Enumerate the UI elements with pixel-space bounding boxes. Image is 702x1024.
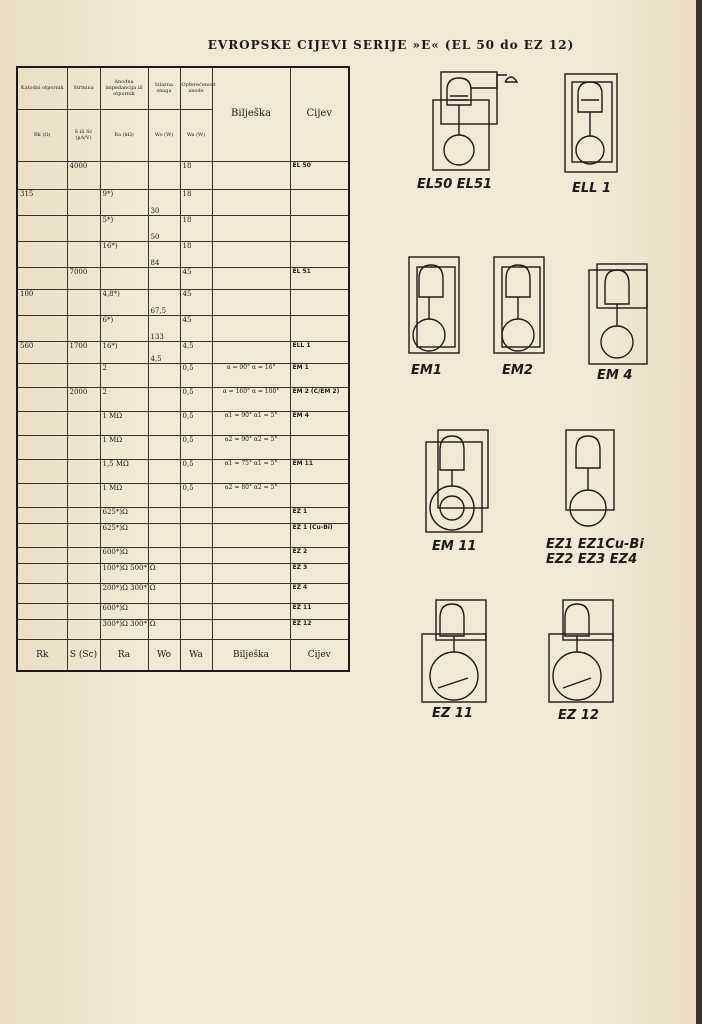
cell-tube: EZ 1 (Cu-Bi) [290,523,349,547]
cell-note [212,189,290,215]
header-izlazna: Izlazna snaga [148,67,180,109]
cell-wa: 0,5 [180,459,212,483]
cell-wo: 30 [148,189,180,215]
diagram-ez1 [562,428,622,533]
header-anodna: Anodna impedancija ili otpornik [100,67,148,109]
cell-s [67,315,100,341]
cell-rk [17,603,67,619]
cell-ra: 200*)Ω 300*)Ω [100,583,148,603]
cell-rk: 100 [17,289,67,315]
cell-rk [17,267,67,289]
cell-tube [290,189,349,215]
cell-rk [17,563,67,583]
cell-ra: 625*)Ω [100,523,148,547]
cell-s [67,435,100,459]
diagram-ez11 [418,598,493,706]
header-opterecenje: Opterećenost anode [180,67,212,109]
diagram-el50-el51 [425,70,525,175]
cell-ra: 4,8*) [100,289,148,315]
diagram-em2 [490,255,550,360]
cell-tube: EZ 2 [290,547,349,563]
cell-rk [17,523,67,547]
cell-ra [100,267,148,289]
unit-wo: Wo (W) [148,109,180,161]
cell-tube: EM 11 [290,459,349,483]
label-ell1: ELL 1 [572,181,612,196]
cell-ra: 5*) [100,215,148,241]
cell-tube: EM 1 [290,363,349,387]
diagram-em1 [405,255,465,360]
footer-wo: Wo [148,639,180,671]
cell-wa [180,603,212,619]
label-ez12: EZ 12 [558,708,599,723]
cell-tube: EL 50 [290,161,349,189]
label-ez1: EZ1 EZ1Cu-Bi [546,537,644,552]
cell-s [67,547,100,563]
cell-tube: EZ 11 [290,603,349,619]
cell-rk [17,215,67,241]
cell-rk [17,459,67,483]
cell-s [67,483,100,507]
cell-note: α1 = 90° α1 = 5° [212,411,290,435]
table-row [17,411,349,435]
cell-rk [17,411,67,435]
cell-note [212,619,290,639]
label-em4: EM 4 [597,368,633,383]
label-em11: EM 11 [432,539,477,554]
cell-tube: ELL 1 [290,341,349,363]
cell-tube: EZ 12 [290,619,349,639]
header-row [17,67,349,109]
table-row [17,387,349,411]
footer-s: S (Sc) [67,639,100,671]
cell-s [67,189,100,215]
cell-tube: EM 2 (C/EM 2) [290,387,349,411]
cell-ra [100,161,148,189]
table-row [17,215,349,241]
table-row [17,483,349,507]
table-row [17,523,349,547]
cell-s [67,583,100,603]
cell-rk [17,547,67,563]
cell-wo [148,387,180,411]
cell-wa [180,507,212,523]
cell-wa: 18 [180,189,212,215]
table-row [17,341,349,363]
cell-wa [180,547,212,563]
label-ez11: EZ 11 [432,706,473,721]
cell-wa: 0,5 [180,363,212,387]
cell-wo [148,267,180,289]
diagram-ez12 [545,598,620,706]
cell-tube: EZ 1 [290,507,349,523]
label-el50-el51: EL50 EL51 [417,177,493,192]
cell-wo: 50 [148,215,180,241]
cell-wa [180,563,212,583]
cell-tube: EM 4 [290,411,349,435]
cell-ra: 600*)Ω [100,603,148,619]
cell-rk: 560 [17,341,67,363]
cell-tube: EL 51 [290,267,349,289]
cell-tube [290,315,349,341]
cell-s [67,363,100,387]
unit-rk: Rk (Ω) [17,109,67,161]
cell-s: 4000 [67,161,100,189]
cell-wo [148,459,180,483]
table-row [17,241,349,267]
table-row [17,459,349,483]
cell-wa: 0,5 [180,411,212,435]
cell-wo [148,411,180,435]
cell-wa [180,619,212,639]
cell-ra: 1 MΩ [100,483,148,507]
cell-ra: 625*)Ω [100,507,148,523]
cell-wo [148,483,180,507]
unit-wa: Wa (W) [180,109,212,161]
footer-row [17,639,349,671]
cell-tube [290,289,349,315]
cell-rk: 315 [17,189,67,215]
cell-wa: 0,5 [180,387,212,411]
table-row [17,289,349,315]
cell-rk [17,507,67,523]
cell-s: 1700 [67,341,100,363]
cell-wa: 0,5 [180,483,212,507]
cell-note: α1 = 75° α1 = 5° [212,459,290,483]
cell-note: α = 160° α = 100° [212,387,290,411]
header-cijev: Cijev [290,67,349,161]
cell-wa: 18 [180,215,212,241]
cell-wa: 45 [180,267,212,289]
cell-wa: 18 [180,241,212,267]
cell-s [67,507,100,523]
table-row [17,563,349,583]
cell-ra: 2 [100,387,148,411]
cell-ra: 600*)Ω [100,547,148,563]
cell-tube [290,241,349,267]
header-biljeska: Bilješka [212,67,290,161]
footer-wa: Wa [180,639,212,671]
cell-note [212,241,290,267]
cell-s [67,563,100,583]
unit-s: S ili Sc (µA/V) [67,109,100,161]
cell-wa: 4,5 [180,341,212,363]
table-body [17,161,349,639]
unit-ra: Ra (kΩ) [100,109,148,161]
table-row [17,315,349,341]
footer-ra: Ra [100,639,148,671]
cell-tube: EZ 3 [290,563,349,583]
cell-s: 7000 [67,267,100,289]
cell-ra: 1 MΩ [100,435,148,459]
cell-note: α2 = 90° α2 = 5° [212,435,290,459]
diagram-em11 [422,428,492,536]
cell-rk [17,619,67,639]
cell-wo: 67,5 [148,289,180,315]
table-row [17,603,349,619]
cell-wo [148,363,180,387]
cell-ra: 16*) [100,341,148,363]
cell-rk [17,387,67,411]
cell-note [212,267,290,289]
cell-s [67,603,100,619]
label-ez2-ez3-ez4: EZ2 EZ3 EZ4 [546,552,638,567]
cell-note [212,603,290,619]
cell-rk [17,315,67,341]
header-katodni: Katodni otpornik [17,67,67,109]
cell-wa: 0,5 [180,435,212,459]
cell-ra: 2 [100,363,148,387]
cell-note [212,289,290,315]
cell-note [212,215,290,241]
footer-biljeska: Bilješka [212,639,290,671]
cell-rk [17,241,67,267]
cell-s [67,241,100,267]
tube-data-table [16,66,350,672]
cell-wo [148,547,180,563]
cell-note [212,523,290,547]
table-row [17,547,349,563]
cell-s [67,411,100,435]
cell-tube [290,483,349,507]
label-em2: EM2 [502,363,533,378]
cell-wo [148,507,180,523]
table-row [17,189,349,215]
cell-rk [17,435,67,459]
cell-wa [180,583,212,603]
table-row [17,363,349,387]
page-title [0,38,702,52]
cell-wo: 84 [148,241,180,267]
cell-note: α = 90° α = 16° [212,363,290,387]
footer-rk: Rk [17,639,67,671]
cell-ra: 100*)Ω 500*)Ω [100,563,148,583]
page-title-text: EVROPSKE CIJEVI SERIJE »E« (EL 50 do EZ 12) [207,38,575,52]
cell-s [67,215,100,241]
cell-wo: 4,5 [148,341,180,363]
cell-rk [17,363,67,387]
footer-cijev: Cijev [290,639,349,671]
table-row [17,161,349,189]
cell-wo [148,603,180,619]
book-spine-edge [696,0,702,1024]
header-strmina: Strmina [67,67,100,109]
cell-s [67,459,100,483]
cell-wa: 45 [180,289,212,315]
cell-rk [17,583,67,603]
cell-wo [148,523,180,547]
table-row [17,507,349,523]
label-em1: EM1 [411,363,442,378]
cell-note: α2 = 80° α2 = 5° [212,483,290,507]
cell-s [67,289,100,315]
diagram-ell1 [562,72,622,177]
table-row [17,583,349,603]
table-row [17,619,349,639]
cell-ra: 6*) [100,315,148,341]
cell-note [212,315,290,341]
cell-wa [180,523,212,547]
cell-note [212,547,290,563]
cell-tube: EZ 4 [290,583,349,603]
cell-wa: 18 [180,161,212,189]
cell-ra: 16*) [100,241,148,267]
cell-s [67,619,100,639]
cell-ra: 1,5 MΩ [100,459,148,483]
cell-wa: 45 [180,315,212,341]
cell-note [212,507,290,523]
cell-tube [290,215,349,241]
cell-rk [17,161,67,189]
cell-ra: 9*) [100,189,148,215]
cell-ra: 1 MΩ [100,411,148,435]
cell-tube [290,435,349,459]
cell-wo [148,161,180,189]
cell-wo [148,435,180,459]
cell-rk [17,483,67,507]
cell-s: 2000 [67,387,100,411]
cell-s [67,523,100,547]
cell-ra: 300*)Ω 300*)Ω [100,619,148,639]
cell-note [212,341,290,363]
cell-wo: 133 [148,315,180,341]
table-row [17,435,349,459]
cell-note [212,161,290,189]
cell-note [212,583,290,603]
cell-note [212,563,290,583]
table-row [17,267,349,289]
diagram-em4 [585,262,655,367]
